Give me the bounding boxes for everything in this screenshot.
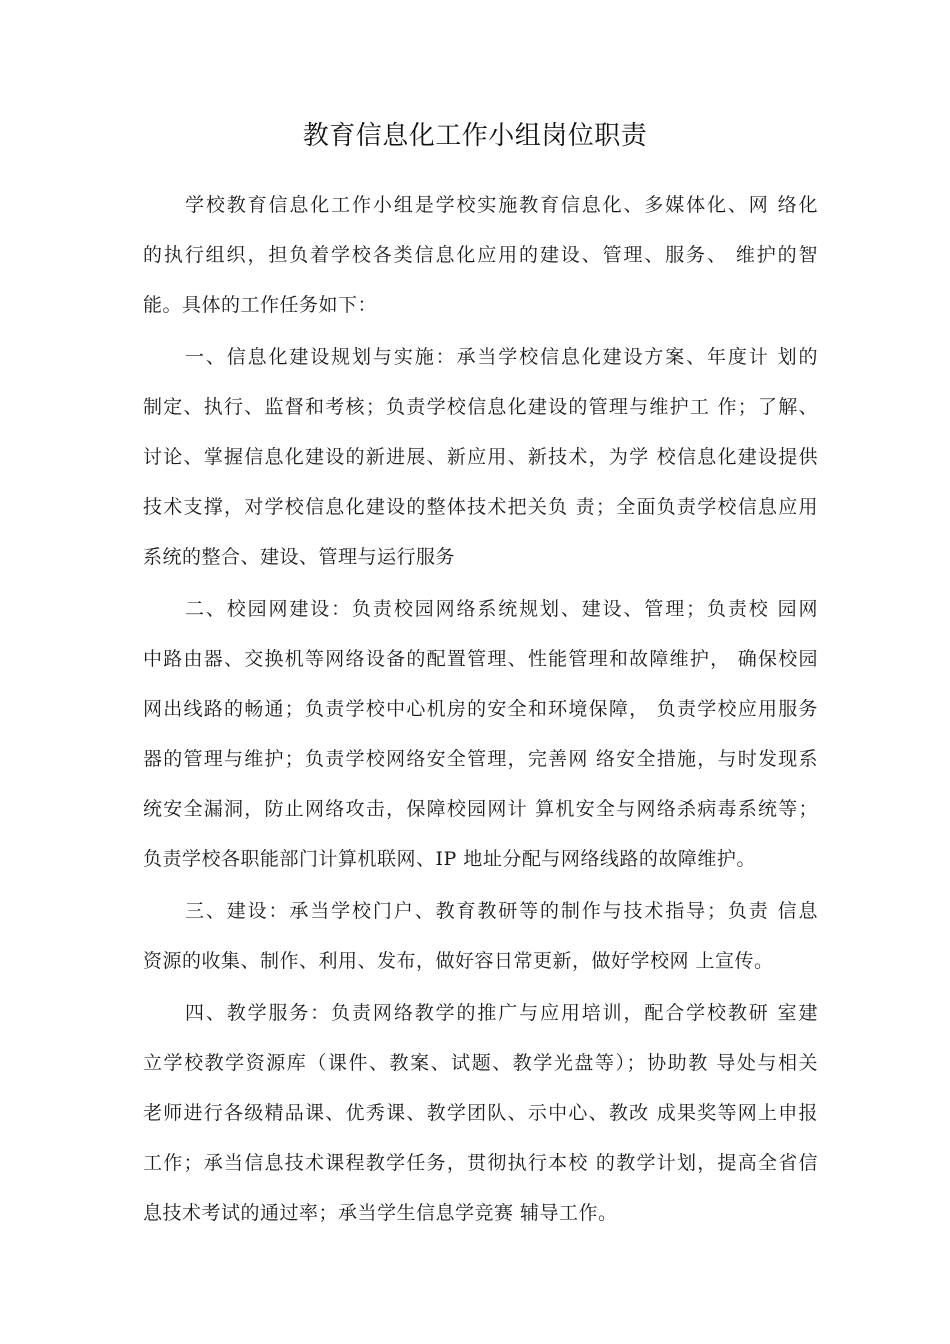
text-line: 一、信息化建设规划与实施：承当学校信息化建设方案、年度计 划的 — [185, 346, 818, 368]
text-line: 网出线路的畅通；负责学校中心机房的安全和环境保障， 负责学校应用服务 — [143, 698, 818, 720]
text-line: 息技术考试的通过率；承当学生信息学竞赛 辅导工作。 — [143, 1202, 618, 1224]
paragraph-intro — [143, 180, 818, 330]
text-line: 制定、执行、监督和考核；负责学校信息化建设的管理与维护工 作；了解、 — [143, 396, 818, 418]
paragraph-item-3 — [143, 886, 818, 986]
text-line: 中路由器、交换机等网络设备的配置管理、性能管理和故障维护， 确保校园 — [143, 648, 818, 670]
text-line: 能。具体的工作任务如下： — [143, 294, 378, 316]
text-line: 资源的收集、制作、利用、发布，做好容日常更新，做好学校网 上宣传。 — [143, 950, 774, 972]
text-line: 统安全漏洞，防止网络攻击，保障校园网计 算机安全与网络杀病毒系统等； — [143, 798, 818, 820]
text-line: 工作；承当信息技术课程教学任务，贯彻执行本校 的教学计划，提高全省信 — [143, 1152, 818, 1174]
paragraph-item-4 — [143, 988, 818, 1238]
paragraph-item-2 — [143, 584, 818, 884]
document-body — [143, 180, 818, 1240]
text-line: 系统的整合、建设、管理与运行服务 — [143, 546, 456, 568]
text-line: 立学校教学资源库（课件、教案、试题、教学光盘等）；协助教 导处与相关 — [143, 1052, 818, 1074]
text-line: 器的管理与维护；负责学校网络安全管理，完善网 络安全措施，与时发现系 — [143, 748, 818, 770]
text-line: 讨论、掌握信息化建设的新进展、新应用、新技术，为学 校信息化建设提供 — [143, 446, 818, 468]
text-line: 二、校园网建设：负责校园网络系统规划、建设、管理；负责校 园网 — [185, 598, 818, 620]
text-line: 老师进行各级精品课、优秀课、教学团队、示中心、教改 成果奖等网上申报 — [143, 1102, 818, 1124]
document-title: 教育信息化工作小组岗位职责 — [302, 121, 648, 151]
text-line: 三、建设：承当学校门户、教育教研等的制作与技术指导；负责 信息 — [185, 900, 818, 922]
text-line: 学校教育信息化工作小组是学校实施教育信息化、多媒体化、网 络化 — [185, 194, 818, 216]
text-line: 四、教学服务：负责网络教学的推广与应用培训，配合学校教研 室建 — [185, 1002, 818, 1024]
text-line: 技术支撑，对学校信息化建设的整体技术把关负 责；全面负责学校信息应用 — [143, 496, 818, 518]
text-line: 的执行组织，担负着学校各类信息化应用的建设、管理、服务、 维护的智 — [143, 244, 818, 266]
paragraph-item-1 — [143, 332, 818, 582]
text-line: 负责学校各职能部门计算机联网、IP 地址分配与网络线路的故障维护。 — [143, 848, 756, 870]
